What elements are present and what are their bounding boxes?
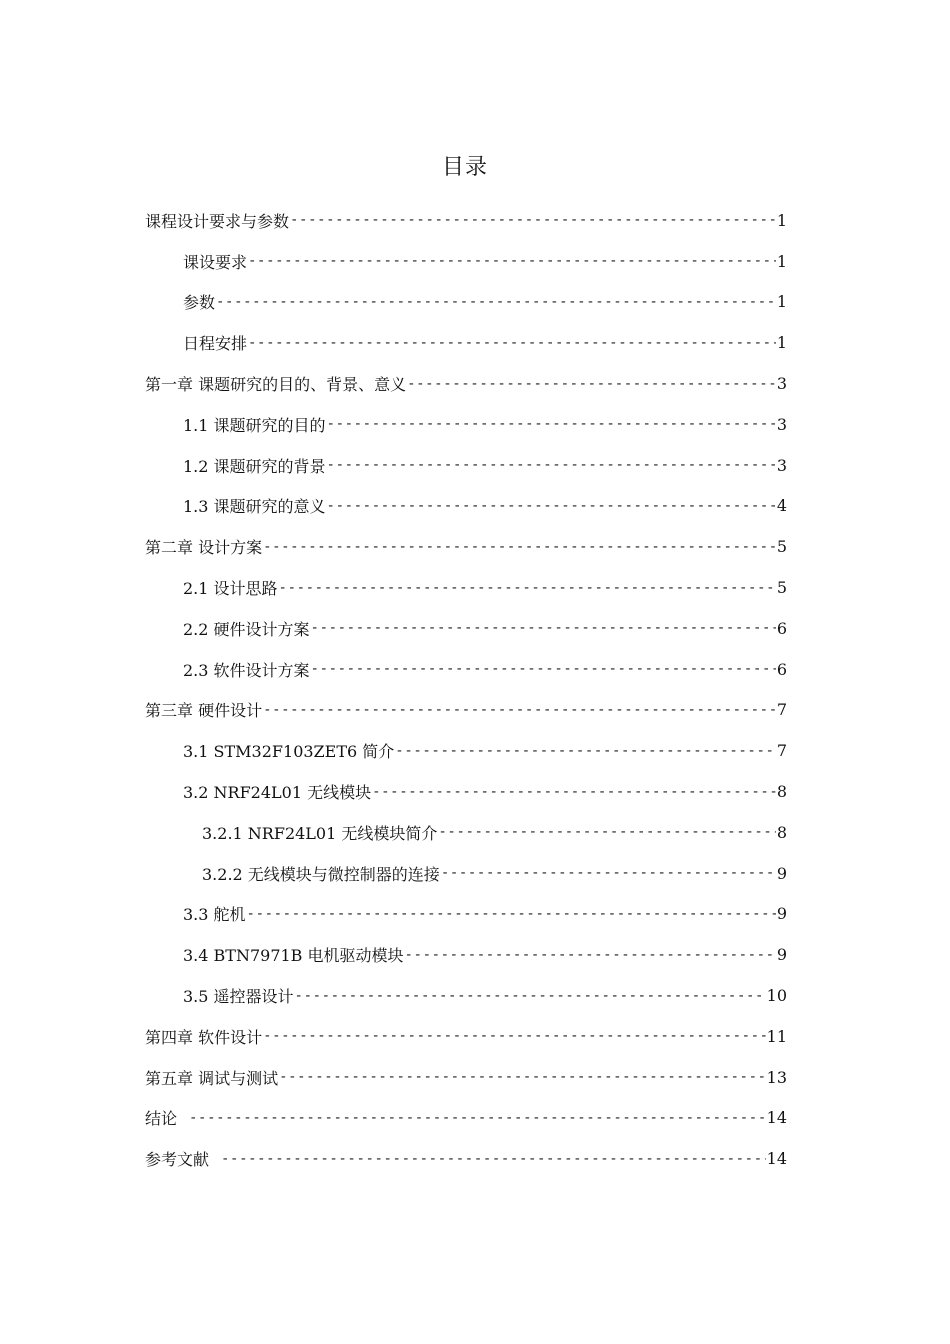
toc-entry-page: 1 <box>776 292 787 312</box>
toc-entry-page: 1 <box>776 333 787 353</box>
toc-leader-dashes <box>405 947 776 963</box>
toc-leader-dashes <box>295 988 766 1004</box>
toc-entry-page: 5 <box>776 578 787 598</box>
toc-entry-text: 第一章 课题研究的目的、背景、意义 <box>145 375 407 395</box>
toc-entry-section-3-2-1[interactable] <box>0 812 950 853</box>
toc-entry-requirements[interactable] <box>0 200 950 241</box>
toc-entry-section-3-2[interactable] <box>0 771 950 812</box>
toc-entry-page: 3 <box>776 414 787 434</box>
toc-entry-chapter-4[interactable] <box>0 1016 950 1057</box>
toc-entry-text: 3.1 STM32F103ZET6 简介 <box>183 742 395 762</box>
toc-entry-text: 3.3 舵机 <box>183 905 246 925</box>
toc-entry-page: 14 <box>766 1149 787 1169</box>
toc-title: 目录 <box>441 155 488 180</box>
toc-leader-dashes <box>279 1069 766 1085</box>
toc-leader-dashes <box>248 253 776 269</box>
toc-entry-references[interactable] <box>0 1138 950 1179</box>
toc-leader-dashes <box>290 212 776 228</box>
toc-entry-course-requirements[interactable] <box>0 241 950 282</box>
toc-entry-text: 3.2.1 NRF24L01 无线模块简介 <box>202 823 438 843</box>
toc-entry-section-1-1[interactable] <box>0 404 950 445</box>
toc-entry-page: 13 <box>766 1067 787 1087</box>
toc-leader-dashes <box>327 457 776 473</box>
toc-entry-text: 第五章 调试与测试 <box>145 1068 279 1088</box>
toc-leader-dashes <box>311 620 776 636</box>
toc-entry-page: 3 <box>776 455 787 475</box>
toc-entry-section-1-3[interactable] <box>0 486 950 527</box>
toc-entry-page: 9 <box>776 863 787 883</box>
toc-entry-section-3-4[interactable] <box>0 934 950 975</box>
toc-entry-page: 6 <box>776 618 787 638</box>
toc-entry-text: 结论 <box>145 1109 178 1129</box>
toc-leader-dashes <box>327 498 776 514</box>
toc-entry-chapter-1[interactable] <box>0 363 950 404</box>
toc-entry-text: 第四章 软件设计 <box>145 1027 263 1047</box>
toc-entry-page: 3 <box>776 374 787 394</box>
toc-entry-schedule[interactable] <box>0 322 950 363</box>
toc-entry-section-3-3[interactable] <box>0 894 950 935</box>
toc-entry-page: 9 <box>776 904 787 924</box>
toc-entry-page: 7 <box>776 741 787 761</box>
toc-entry-page: 11 <box>766 1026 787 1046</box>
toc-entry-text: 3.2.2 无线模块与微控制器的连接 <box>202 864 440 884</box>
toc-leader-dashes <box>407 376 776 392</box>
toc-entry-section-3-2-2[interactable] <box>0 853 950 894</box>
toc-entry-text: 1.1 课题研究的目的 <box>183 415 326 435</box>
toc-entry-text: 第二章 设计方案 <box>145 538 263 558</box>
toc-entry-text: 课程设计要求与参数 <box>145 211 290 231</box>
toc-leader-dashes <box>438 824 775 840</box>
toc-leader-dashes <box>395 743 776 759</box>
toc-entry-text: 2.2 硬件设计方案 <box>183 619 310 639</box>
toc-leader-dashes <box>189 1110 766 1126</box>
toc-entry-section-2-1[interactable] <box>0 567 950 608</box>
toc-leader-dashes <box>279 580 776 596</box>
toc-entry-section-1-2[interactable] <box>0 445 950 486</box>
toc-leader-dashes <box>263 702 776 718</box>
toc-entry-page: 9 <box>776 945 787 965</box>
toc-entry-parameters[interactable] <box>0 282 950 323</box>
toc-entry-text: 3.4 BTN7971B 电机驱动模块 <box>183 946 404 966</box>
toc-leader-dashes <box>327 416 776 432</box>
toc-entry-page: 8 <box>776 822 787 842</box>
toc-leader-dashes <box>441 865 776 881</box>
toc-entry-text: 1.2 课题研究的背景 <box>183 456 326 476</box>
toc-entry-section-2-3[interactable] <box>0 649 950 690</box>
toc-entry-section-3-5[interactable] <box>0 975 950 1016</box>
toc-entry-chapter-3[interactable] <box>0 690 950 731</box>
toc-entry-page: 6 <box>776 659 787 679</box>
toc-leader-dashes <box>248 335 776 351</box>
toc-leader-dashes <box>263 1028 766 1044</box>
toc-entry-section-2-2[interactable] <box>0 608 950 649</box>
toc-entry-text: 参数 <box>183 293 216 313</box>
toc-entry-text: 2.3 软件设计方案 <box>183 660 310 680</box>
toc-leader-dashes <box>372 784 776 800</box>
toc-entry-text: 日程安排 <box>183 334 248 354</box>
toc-entry-text: 课设要求 <box>183 252 248 272</box>
toc-entry-chapter-5[interactable] <box>0 1057 950 1098</box>
toc-entry-page: 1 <box>776 210 787 230</box>
toc-entry-chapter-2[interactable] <box>0 526 950 567</box>
toc-entry-page: 5 <box>776 537 787 557</box>
toc-entry-text: 参考文献 <box>145 1150 210 1170</box>
toc-entry-page: 14 <box>766 1108 787 1128</box>
toc-entry-text: 3.5 遥控器设计 <box>183 987 294 1007</box>
toc-entry-section-3-1[interactable] <box>0 730 950 771</box>
toc-leader-dashes <box>216 294 776 310</box>
toc-entry-page: 1 <box>776 251 787 271</box>
toc-entry-conclusion[interactable] <box>0 1098 950 1139</box>
toc-entry-text: 3.2 NRF24L01 无线模块 <box>183 783 372 803</box>
toc-leader-dashes <box>311 661 776 677</box>
toc-list <box>0 200 950 1179</box>
toc-entry-text: 1.3 课题研究的意义 <box>183 497 326 517</box>
toc-leader-dashes <box>263 539 776 555</box>
toc-entry-text: 2.1 设计思路 <box>183 579 278 599</box>
toc-entry-page: 7 <box>776 700 787 720</box>
toc-entry-text: 第三章 硬件设计 <box>145 701 263 721</box>
toc-leader-dashes <box>221 1151 766 1167</box>
toc-leader-dashes <box>247 906 776 922</box>
toc-entry-page: 4 <box>776 496 787 516</box>
toc-entry-page: 10 <box>766 986 787 1006</box>
toc-entry-page: 8 <box>776 782 787 802</box>
